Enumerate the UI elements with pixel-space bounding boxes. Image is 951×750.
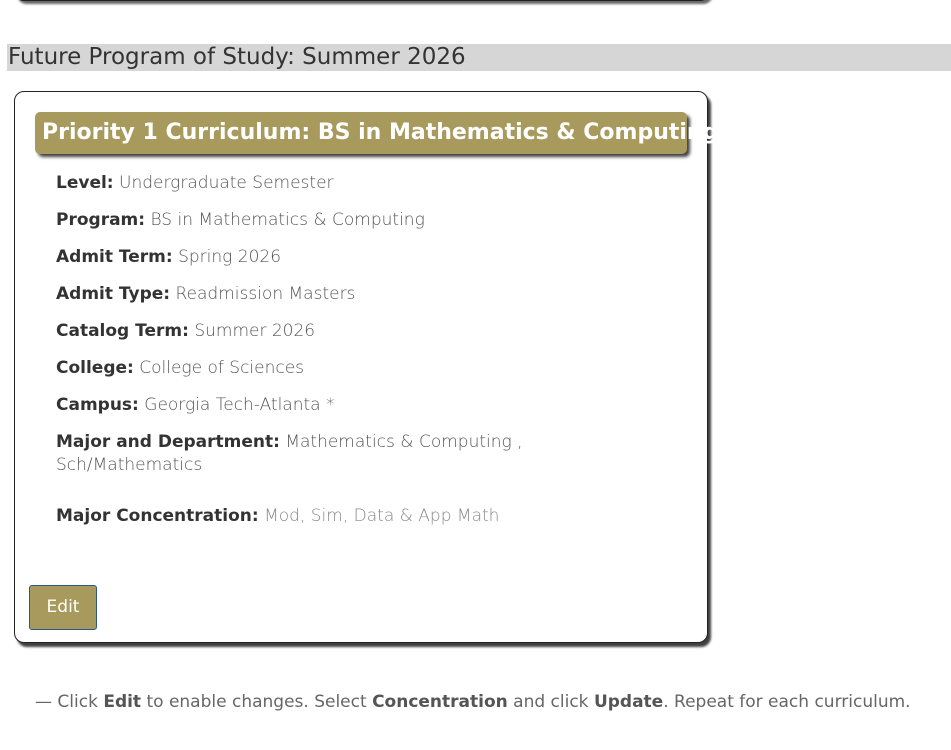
field-value: Summer 2026 [194, 321, 316, 341]
field-label: College: [56, 358, 134, 378]
field-admit-term [56, 246, 676, 269]
field-value: Mod, Sim, Data & App Math [264, 506, 500, 526]
field-label: Major Concentration: [56, 506, 259, 526]
field-label: Major and Department: [56, 432, 280, 452]
field-value: BS in Mathematics & Computing [150, 210, 425, 230]
field-major-department [56, 431, 556, 477]
field-label: Level: [56, 173, 114, 193]
instructions-dash: — Click [35, 692, 104, 712]
field-value: Georgia Tech-Atlanta * [144, 395, 335, 415]
field-label: Admit Type: [56, 284, 171, 304]
field-level [56, 172, 676, 195]
field-value: Spring 2026 [178, 247, 282, 267]
field-program [56, 209, 676, 232]
instructions-edit: Edit [103, 692, 142, 712]
field-major-concentration [56, 505, 676, 528]
instructions-part4: . Repeat for each curriculum. [663, 692, 911, 712]
field-admit-type [56, 283, 676, 306]
curriculum-card [14, 91, 719, 643]
field-label: Admit Term: [56, 247, 173, 267]
curriculum-title: Priority 1 Curriculum: BS in Mathematics & Computing [35, 112, 687, 154]
field-value: Readmission Masters [175, 284, 356, 304]
section-title: Future Program of Study: Summer 2026 [7, 44, 951, 71]
instructions-concentration: Concentration [372, 692, 508, 712]
curriculum-fields [56, 172, 676, 542]
field-label: Catalog Term: [56, 321, 189, 341]
instructions-text [35, 692, 911, 712]
field-value: College of Sciences [139, 358, 305, 378]
field-campus [56, 394, 676, 417]
field-catalog-term [56, 320, 676, 343]
instructions-update: Update [593, 692, 664, 712]
instructions-part3: and click [507, 692, 594, 712]
field-value: Undergraduate Semester [119, 173, 334, 193]
instructions-part2: to enable changes. Select [141, 692, 373, 712]
field-value: Mathematics & Computing , Sch/Mathematics [56, 432, 523, 475]
field-college [56, 357, 676, 380]
previous-card-edge [14, 0, 710, 1]
field-label: Campus: [56, 395, 139, 415]
field-label: Program: [56, 210, 146, 230]
edit-button[interactable]: Edit [29, 585, 97, 630]
